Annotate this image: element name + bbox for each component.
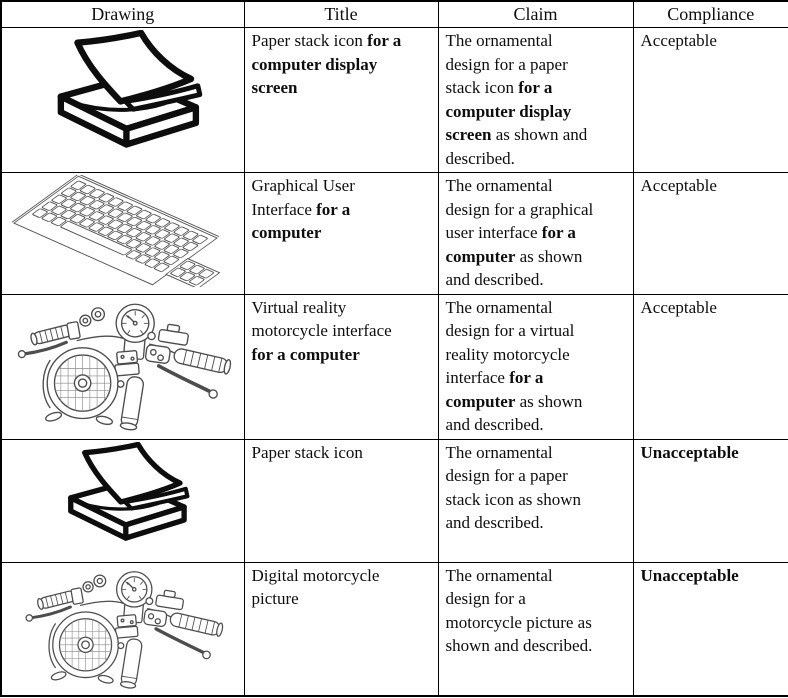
compliance-cell bbox=[633, 294, 788, 439]
drawing-cell bbox=[1, 562, 244, 696]
text-segment: The ornamental design for a virtual reality motorcycle interface bbox=[445, 297, 575, 387]
text-segment: The ornamental design for a paper stack icon bbox=[445, 31, 568, 97]
compliance-cell bbox=[633, 173, 788, 295]
title-cell bbox=[244, 439, 438, 562]
text-segment: for a computer display screen bbox=[251, 31, 402, 97]
compliance-cell bbox=[633, 562, 788, 696]
column-header-claim: Claim bbox=[438, 1, 633, 28]
column-header-title: Title bbox=[244, 1, 438, 28]
text-segment: The ornamental design for a motorcycle picture as shown and described. bbox=[445, 565, 593, 655]
table-body bbox=[1, 28, 788, 697]
motorcycle-handlebars-icon bbox=[3, 565, 242, 691]
text-segment: for a computer bbox=[445, 223, 576, 266]
text-segment: Paper stack icon bbox=[251, 31, 368, 50]
text-segment: as shown and described. bbox=[445, 391, 583, 434]
column-header-compliance: Compliance bbox=[633, 1, 788, 28]
text-segment: for a computer bbox=[445, 368, 544, 411]
title-cell bbox=[244, 294, 438, 439]
text-segment: for a computer display screen bbox=[445, 78, 572, 144]
table-row bbox=[1, 28, 788, 173]
paper-stack-icon bbox=[3, 30, 242, 167]
claim-cell bbox=[438, 173, 633, 295]
motorcycle-handlebars-icon bbox=[3, 297, 242, 433]
claim-cell bbox=[438, 562, 633, 696]
compliance-cell bbox=[633, 439, 788, 562]
column-header-drawing: Drawing bbox=[1, 1, 244, 28]
text-segment: for a computer bbox=[251, 344, 360, 364]
paper-stack-icon bbox=[3, 442, 242, 557]
text-segment: Digital motorcycle picture bbox=[251, 565, 380, 608]
compliance-value: Unacceptable bbox=[640, 442, 739, 462]
text-segment: The ornamental design for a paper stack icon as shown and described. bbox=[445, 442, 582, 532]
keyboard-icon bbox=[3, 175, 242, 287]
claim-cell bbox=[438, 439, 633, 562]
title-cell bbox=[244, 28, 438, 173]
claim-cell bbox=[438, 294, 633, 439]
text-segment: as shown and described. bbox=[445, 246, 583, 289]
compliance-value: Acceptable bbox=[640, 31, 717, 50]
header-row bbox=[1, 1, 788, 28]
text-segment: Virtual reality motorcycle interface bbox=[251, 297, 392, 340]
text-segment: Paper stack icon bbox=[251, 442, 363, 462]
compliance-value: Acceptable bbox=[640, 297, 717, 317]
table-row bbox=[1, 439, 788, 562]
table-row bbox=[1, 562, 788, 696]
title-cell bbox=[244, 173, 438, 295]
compliance-cell bbox=[633, 28, 788, 173]
drawing-cell bbox=[1, 294, 244, 439]
text-segment: The ornamental design for a graphical user interface bbox=[445, 176, 594, 242]
compliance-value: Unacceptable bbox=[640, 565, 739, 585]
text-segment: Graphical User Interface bbox=[251, 176, 355, 219]
table-row bbox=[1, 173, 788, 295]
drawing-cell bbox=[1, 28, 244, 173]
claim-cell bbox=[438, 28, 633, 173]
drawing-cell bbox=[1, 439, 244, 562]
drawing-cell bbox=[1, 173, 244, 295]
table-row bbox=[1, 294, 788, 439]
text-segment: for a computer bbox=[251, 199, 351, 242]
compliance-value: Acceptable bbox=[640, 176, 717, 195]
title-cell bbox=[244, 562, 438, 696]
text-segment: as shown and described. bbox=[445, 125, 588, 168]
